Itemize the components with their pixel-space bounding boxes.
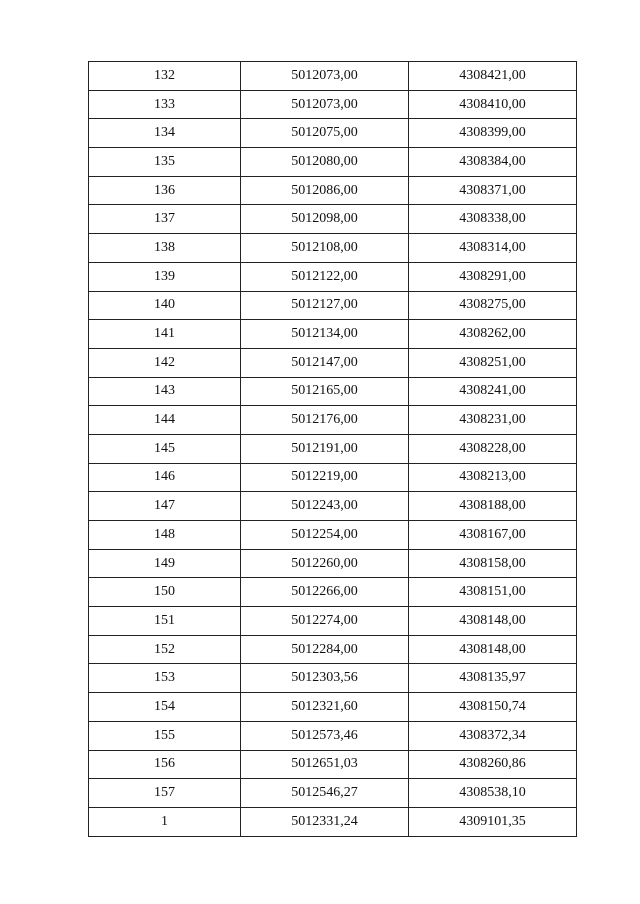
x-coordinate-cell: 5012219,00 [241, 463, 409, 492]
table-row [89, 492, 577, 521]
y-coordinate-cell: 4308275,00 [409, 291, 577, 320]
point-number-cell: 145 [89, 434, 241, 463]
coordinates-table-body [89, 62, 577, 837]
y-coordinate-cell: 4308251,00 [409, 348, 577, 377]
table-row [89, 348, 577, 377]
y-coordinate-cell: 4308538,10 [409, 779, 577, 808]
table-row [89, 635, 577, 664]
point-number-cell: 143 [89, 377, 241, 406]
x-coordinate-cell: 5012098,00 [241, 205, 409, 234]
x-coordinate-cell: 5012191,00 [241, 434, 409, 463]
point-number-cell: 149 [89, 549, 241, 578]
x-coordinate-cell: 5012122,00 [241, 262, 409, 291]
y-coordinate-cell: 4308421,00 [409, 62, 577, 91]
x-coordinate-cell: 5012254,00 [241, 521, 409, 550]
x-coordinate-cell: 5012075,00 [241, 119, 409, 148]
y-coordinate-cell: 4308371,00 [409, 176, 577, 205]
table-row [89, 463, 577, 492]
x-coordinate-cell: 5012274,00 [241, 607, 409, 636]
x-coordinate-cell: 5012303,56 [241, 664, 409, 693]
y-coordinate-cell: 4308148,00 [409, 635, 577, 664]
y-coordinate-cell: 4308260,86 [409, 750, 577, 779]
point-number-cell: 151 [89, 607, 241, 636]
y-coordinate-cell: 4308148,00 [409, 607, 577, 636]
table-row [89, 664, 577, 693]
point-number-cell: 155 [89, 721, 241, 750]
point-number-cell: 142 [89, 348, 241, 377]
table-row [89, 291, 577, 320]
x-coordinate-cell: 5012260,00 [241, 549, 409, 578]
x-coordinate-cell: 5012651,03 [241, 750, 409, 779]
table-row [89, 434, 577, 463]
table-row [89, 90, 577, 119]
y-coordinate-cell: 4308262,00 [409, 320, 577, 349]
point-number-cell: 147 [89, 492, 241, 521]
point-number-cell: 148 [89, 521, 241, 550]
x-coordinate-cell: 5012165,00 [241, 377, 409, 406]
x-coordinate-cell: 5012080,00 [241, 148, 409, 177]
point-number-cell: 157 [89, 779, 241, 808]
point-number-cell: 140 [89, 291, 241, 320]
table-row [89, 262, 577, 291]
y-coordinate-cell: 4308135,97 [409, 664, 577, 693]
x-coordinate-cell: 5012127,00 [241, 291, 409, 320]
x-coordinate-cell: 5012573,46 [241, 721, 409, 750]
y-coordinate-cell: 4308213,00 [409, 463, 577, 492]
x-coordinate-cell: 5012331,24 [241, 807, 409, 836]
point-number-cell: 1 [89, 807, 241, 836]
point-number-cell: 150 [89, 578, 241, 607]
point-number-cell: 132 [89, 62, 241, 91]
point-number-cell: 138 [89, 234, 241, 263]
x-coordinate-cell: 5012321,60 [241, 693, 409, 722]
y-coordinate-cell: 4308372,34 [409, 721, 577, 750]
point-number-cell: 137 [89, 205, 241, 234]
table-row [89, 521, 577, 550]
table-row [89, 234, 577, 263]
y-coordinate-cell: 4308399,00 [409, 119, 577, 148]
table-row [89, 578, 577, 607]
x-coordinate-cell: 5012134,00 [241, 320, 409, 349]
x-coordinate-cell: 5012176,00 [241, 406, 409, 435]
table-row [89, 607, 577, 636]
point-number-cell: 134 [89, 119, 241, 148]
table-row [89, 807, 577, 836]
x-coordinate-cell: 5012108,00 [241, 234, 409, 263]
x-coordinate-cell: 5012073,00 [241, 62, 409, 91]
point-number-cell: 152 [89, 635, 241, 664]
table-row [89, 721, 577, 750]
table-row [89, 176, 577, 205]
x-coordinate-cell: 5012086,00 [241, 176, 409, 205]
x-coordinate-cell: 5012147,00 [241, 348, 409, 377]
table-row [89, 62, 577, 91]
point-number-cell: 139 [89, 262, 241, 291]
table-row [89, 148, 577, 177]
point-number-cell: 154 [89, 693, 241, 722]
point-number-cell: 136 [89, 176, 241, 205]
x-coordinate-cell: 5012243,00 [241, 492, 409, 521]
y-coordinate-cell: 4308167,00 [409, 521, 577, 550]
table-row [89, 549, 577, 578]
table-row [89, 377, 577, 406]
y-coordinate-cell: 4308241,00 [409, 377, 577, 406]
x-coordinate-cell: 5012546,27 [241, 779, 409, 808]
y-coordinate-cell: 4308338,00 [409, 205, 577, 234]
y-coordinate-cell: 4308291,00 [409, 262, 577, 291]
y-coordinate-cell: 4308410,00 [409, 90, 577, 119]
y-coordinate-cell: 4308228,00 [409, 434, 577, 463]
point-number-cell: 153 [89, 664, 241, 693]
x-coordinate-cell: 5012266,00 [241, 578, 409, 607]
coordinates-table [88, 61, 577, 837]
point-number-cell: 144 [89, 406, 241, 435]
table-row [89, 750, 577, 779]
x-coordinate-cell: 5012073,00 [241, 90, 409, 119]
point-number-cell: 141 [89, 320, 241, 349]
y-coordinate-cell: 4308150,74 [409, 693, 577, 722]
point-number-cell: 133 [89, 90, 241, 119]
point-number-cell: 135 [89, 148, 241, 177]
table-row [89, 406, 577, 435]
y-coordinate-cell: 4308151,00 [409, 578, 577, 607]
y-coordinate-cell: 4309101,35 [409, 807, 577, 836]
table-row [89, 693, 577, 722]
table-row [89, 320, 577, 349]
point-number-cell: 146 [89, 463, 241, 492]
point-number-cell: 156 [89, 750, 241, 779]
y-coordinate-cell: 4308231,00 [409, 406, 577, 435]
table-row [89, 119, 577, 148]
table-row [89, 779, 577, 808]
x-coordinate-cell: 5012284,00 [241, 635, 409, 664]
y-coordinate-cell: 4308188,00 [409, 492, 577, 521]
y-coordinate-cell: 4308384,00 [409, 148, 577, 177]
y-coordinate-cell: 4308158,00 [409, 549, 577, 578]
table-row [89, 205, 577, 234]
y-coordinate-cell: 4308314,00 [409, 234, 577, 263]
